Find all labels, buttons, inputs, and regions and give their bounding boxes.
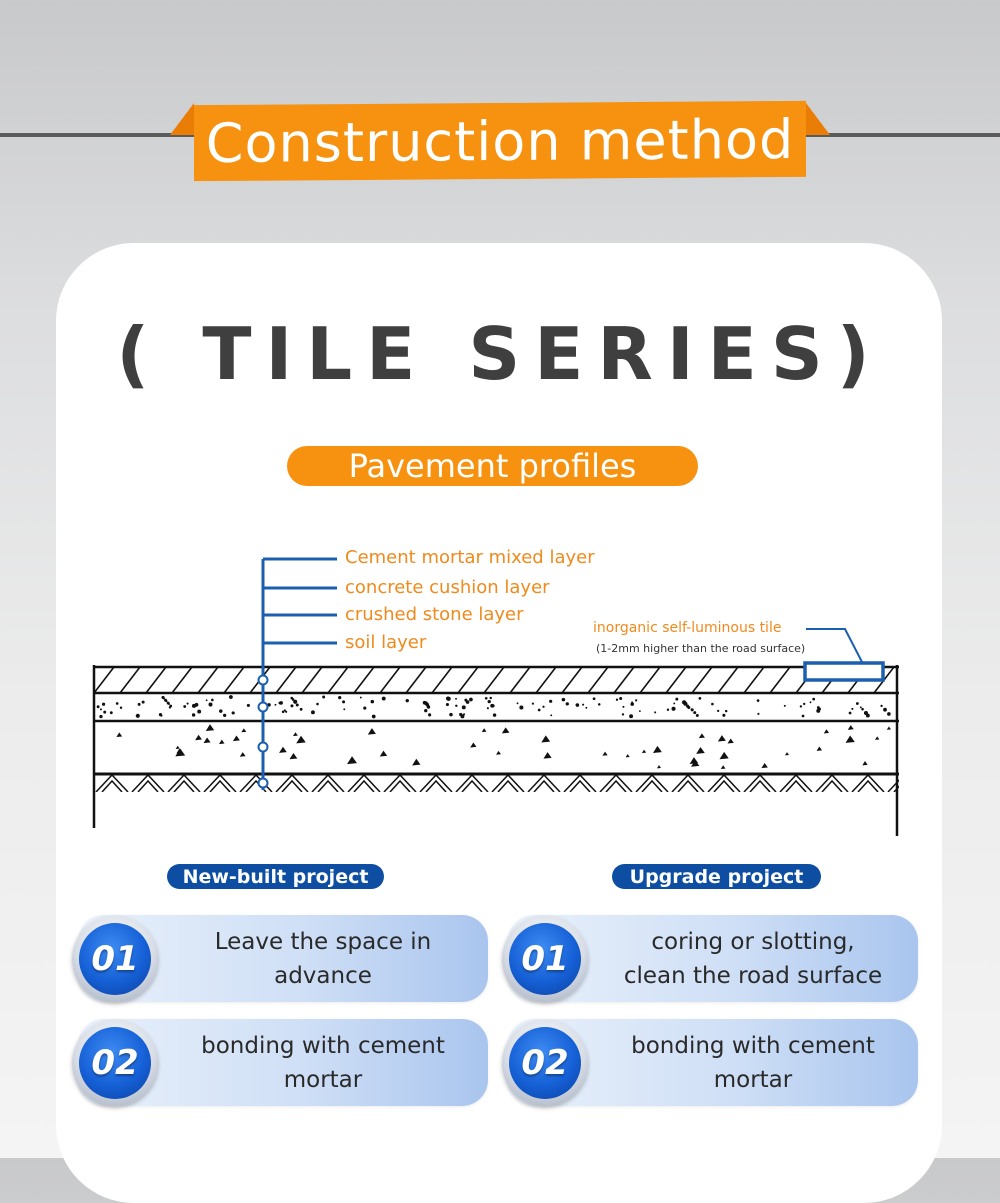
speckle-dot — [120, 707, 122, 709]
speckle-dot — [784, 705, 786, 707]
speckle-dot — [493, 713, 496, 716]
stone — [368, 728, 376, 734]
hatch-line — [614, 667, 634, 693]
speckle-dot — [229, 695, 233, 699]
speckle-dot — [168, 703, 170, 705]
speckle-dot — [160, 714, 162, 716]
layer-label-stone: crushed stone layer — [345, 604, 524, 625]
soil-chevron — [384, 775, 416, 792]
soil-chevron — [780, 775, 812, 792]
hatch-line — [536, 667, 556, 693]
speckle-dot — [860, 706, 862, 708]
stone — [543, 752, 551, 759]
hatch-line — [588, 667, 608, 693]
speckle-dot — [372, 715, 376, 719]
soil-chevron — [852, 775, 884, 792]
hatch-line — [458, 667, 478, 693]
speckle-dot — [699, 697, 702, 700]
concrete-speckles — [97, 695, 891, 718]
speckle-dot — [424, 709, 427, 712]
step-text: bonding with cement mortar — [631, 1032, 875, 1093]
layer-label-mortar: Cement mortar mixed layer — [345, 547, 595, 568]
speckle-dot — [455, 698, 457, 700]
speckle-dot — [360, 697, 362, 699]
speckle-dot — [630, 702, 634, 706]
hatch-line — [744, 667, 764, 693]
speckle-dot — [485, 697, 488, 700]
speckle-dot — [619, 697, 622, 700]
tile-note: (1-2mm higher than the road surface) — [596, 642, 806, 655]
speckle-dot — [492, 704, 495, 707]
soil-chevron — [672, 775, 704, 792]
soil-chevron — [888, 775, 920, 792]
step-text: coring or slotting, clean the road surface — [623, 928, 883, 989]
soil-chevron — [528, 775, 560, 792]
speckle-dot — [566, 702, 569, 705]
hatch-line — [510, 667, 530, 693]
speckle-dot — [211, 699, 214, 702]
speckle-dot — [223, 714, 226, 717]
speckle-dot — [169, 706, 171, 708]
speckle-dot — [582, 704, 584, 706]
speckle-dot — [864, 711, 868, 715]
speckle-dot — [550, 714, 552, 716]
page-title: Construction method — [205, 107, 795, 175]
luminous-tile — [805, 663, 883, 680]
stone — [296, 736, 306, 744]
stone — [541, 735, 550, 742]
speckle-dot — [103, 711, 106, 714]
speckle-dot — [165, 700, 167, 702]
stone — [728, 738, 734, 743]
hatch-line — [432, 667, 452, 693]
step-number-badge — [502, 1020, 588, 1106]
callout-marker-1 — [259, 676, 268, 685]
speckle-dot — [757, 699, 760, 702]
speckle-dot — [116, 702, 119, 705]
soil-chevron — [204, 775, 236, 792]
callout-marker-4 — [259, 779, 268, 788]
speckle-dot — [812, 698, 815, 701]
speckle-dot — [343, 708, 345, 710]
hatch-line — [926, 667, 946, 693]
stone — [761, 763, 767, 768]
speckle-dot — [183, 705, 186, 708]
speckle-dot — [849, 712, 852, 715]
speckle-dot — [97, 705, 100, 708]
speckle-dot — [282, 711, 285, 714]
speckle-dot — [598, 703, 601, 706]
callout-marker-2 — [259, 703, 268, 712]
speckle-dot — [219, 709, 222, 712]
speckle-dot — [488, 700, 491, 703]
speckle-dot — [463, 713, 465, 715]
stone — [699, 733, 705, 738]
step-text: bonding with cement mortar — [201, 1032, 445, 1093]
speckle-dot — [290, 704, 293, 707]
speckle-dot — [639, 710, 641, 712]
profiles-badge: Pavement profiles — [287, 446, 698, 486]
speckle-dot — [296, 704, 299, 707]
speckle-dot — [629, 714, 633, 718]
speckle-dot — [585, 707, 587, 709]
speckle-dot — [371, 700, 375, 704]
speckle-dot — [803, 703, 805, 705]
speckle-dot — [322, 696, 325, 699]
hatch-line — [406, 667, 426, 693]
soil-chevron — [456, 775, 488, 792]
hatch-line — [640, 667, 660, 693]
speckle-dot — [342, 700, 345, 703]
stone — [279, 747, 287, 753]
stone — [380, 751, 387, 757]
speckle-dot — [279, 702, 282, 705]
soil-chevron — [96, 775, 128, 792]
stone — [848, 725, 854, 730]
speckle-dot — [856, 702, 859, 705]
stone — [719, 752, 728, 759]
step-number-badge — [72, 916, 158, 1002]
stone — [862, 761, 867, 765]
speckle-dot — [538, 709, 541, 712]
soil-chevron — [492, 775, 524, 792]
speckle-dot — [722, 714, 725, 717]
hatch-line — [380, 667, 400, 693]
speckle-dot — [549, 700, 552, 703]
new-built-project-badge: New-built project — [167, 864, 384, 889]
hatch-line — [146, 667, 166, 693]
speckle-dot — [100, 708, 102, 710]
speckle-dot — [466, 700, 470, 704]
stone — [482, 728, 487, 732]
speckle-dot — [687, 706, 690, 709]
hatch-line — [224, 667, 244, 693]
speckle-dot — [622, 706, 624, 708]
step-number-badge — [502, 916, 588, 1002]
stone — [718, 735, 726, 741]
stone — [875, 736, 879, 739]
hatch-line — [172, 667, 192, 693]
hatch-line — [198, 667, 218, 693]
speckle-dot — [102, 703, 105, 706]
stone — [653, 746, 662, 753]
speckle-dot — [671, 707, 675, 711]
speckle-dot — [593, 697, 596, 700]
title-ribbon-fold-right — [806, 103, 830, 135]
step-text: Leave the space in advance — [214, 928, 432, 989]
speckle-dot — [446, 703, 449, 706]
stone — [721, 765, 726, 769]
speckle-dot — [425, 703, 429, 707]
hatch-line — [328, 667, 348, 693]
soil-chevron — [132, 775, 164, 792]
speckle-dot — [316, 703, 319, 706]
step-number: 02 — [79, 1027, 151, 1099]
hatch-line — [718, 667, 738, 693]
hatch-line — [562, 667, 582, 693]
speckle-dot — [800, 705, 802, 707]
speckle-dot — [616, 699, 618, 701]
stone — [116, 732, 122, 737]
speckle-dot — [300, 708, 303, 711]
speckle-dot — [884, 709, 886, 711]
speckle-dot — [247, 704, 250, 707]
speckle-dot — [232, 711, 235, 714]
speckle-dot — [487, 707, 489, 709]
stone — [290, 753, 298, 759]
speckle-dot — [285, 711, 287, 713]
soil-chevron — [348, 775, 380, 792]
speckle-dot — [275, 704, 277, 706]
stone — [347, 756, 357, 764]
speckle-dot — [311, 710, 315, 714]
speckle-dot — [635, 699, 637, 701]
stone — [626, 754, 630, 757]
speckle-dot — [455, 705, 457, 707]
stone — [824, 729, 829, 733]
step-number: 01 — [509, 923, 581, 995]
stone — [657, 765, 661, 768]
speckle-dot — [725, 710, 727, 712]
hatch-line — [484, 667, 504, 693]
soil-chevron — [636, 775, 668, 792]
layer-label-concrete: concrete cushion layer — [345, 577, 550, 598]
speckle-dot — [696, 714, 699, 717]
stone — [412, 759, 420, 766]
soil-chevron — [816, 775, 848, 792]
speckle-dot — [851, 708, 853, 710]
speckle-dot — [382, 697, 386, 701]
speckle-dot — [462, 705, 466, 709]
stone — [846, 735, 855, 742]
hatch-line — [692, 667, 712, 693]
speckle-dot — [519, 706, 523, 710]
speckle-dot — [711, 703, 714, 706]
stone — [502, 727, 510, 733]
speckle-dot — [693, 711, 696, 714]
stone — [496, 751, 501, 755]
speckle-dot — [717, 710, 719, 712]
soil-chevron — [420, 775, 452, 792]
speckle-dot — [816, 709, 820, 713]
speckle-dot — [490, 697, 492, 699]
stone — [175, 749, 185, 757]
stone — [241, 728, 246, 732]
stone — [240, 752, 246, 757]
soil-chevron — [276, 775, 308, 792]
speckle-dot — [206, 699, 208, 701]
stone — [887, 726, 891, 729]
speckle-dot — [197, 710, 201, 714]
speckle-dot — [675, 698, 678, 701]
soil-chevron — [744, 775, 776, 792]
speckle-dot — [187, 703, 189, 705]
speckle-dot — [99, 715, 102, 718]
speckle-dot — [622, 713, 624, 715]
speckle-dot — [449, 713, 453, 717]
speckle-dot — [517, 702, 519, 704]
layer-label-soil: soil layer — [345, 632, 427, 653]
step-number: 02 — [509, 1027, 581, 1099]
speckle-dot — [428, 713, 431, 716]
speckle-dot — [576, 703, 580, 707]
speckle-dot — [110, 711, 113, 714]
speckle-dot — [542, 706, 544, 708]
hatch-line — [302, 667, 322, 693]
step-number-badge — [72, 1020, 158, 1106]
speckle-dot — [673, 702, 675, 704]
speckle-dot — [667, 709, 669, 711]
hatch-line — [770, 667, 790, 693]
stone — [195, 735, 202, 740]
speckle-dot — [142, 701, 145, 704]
speckle-dot — [887, 712, 891, 716]
stone — [176, 746, 180, 749]
stone — [817, 747, 822, 751]
stone — [470, 742, 476, 747]
hatch-line — [276, 667, 296, 693]
stone — [642, 750, 646, 753]
crushed-stones — [116, 724, 891, 769]
stone — [785, 752, 789, 755]
speckle-dot — [802, 715, 805, 718]
speckle-dot — [562, 698, 566, 702]
speckle-dot — [861, 708, 864, 711]
stone — [602, 752, 607, 756]
hatch-line — [900, 667, 920, 693]
speckle-dot — [654, 711, 656, 713]
tile-callout-line — [806, 629, 862, 662]
stone — [293, 732, 298, 736]
speckle-dot — [195, 703, 199, 707]
soil-chevron — [564, 775, 596, 792]
hatch-line — [354, 667, 374, 693]
upgrade-project-badge: Upgrade project — [612, 864, 821, 889]
stone — [233, 736, 240, 742]
speckle-dot — [469, 698, 473, 702]
stone — [204, 737, 211, 743]
speckle-dot — [810, 701, 812, 703]
speckle-dot — [136, 714, 140, 718]
speckle-dot — [406, 699, 409, 702]
hatch-line — [94, 667, 114, 693]
speckle-dot — [880, 705, 882, 707]
soil-chevron — [312, 775, 344, 792]
stone — [219, 740, 225, 744]
speckle-dot — [138, 703, 141, 706]
speckle-dot — [363, 707, 366, 710]
speckle-dot — [757, 713, 759, 715]
speckle-dot — [192, 713, 195, 716]
step-number: 01 — [79, 923, 151, 995]
speckle-dot — [338, 696, 341, 699]
speckle-dot — [293, 700, 297, 704]
tile-label: inorganic self-luminous tile — [593, 620, 782, 636]
soil-chevron — [168, 775, 200, 792]
title-banner — [194, 101, 806, 181]
series-title: ( TILE SERIES) — [116, 312, 884, 396]
speckle-dot — [532, 703, 534, 705]
callout-marker-3 — [259, 743, 268, 752]
title-ribbon-fold-left — [170, 103, 194, 135]
hatch-line — [120, 667, 140, 693]
stone — [206, 724, 214, 731]
soil-chevron — [600, 775, 632, 792]
stone — [696, 747, 705, 754]
soil-chevron — [708, 775, 740, 792]
speckle-dot — [208, 703, 212, 707]
hatch-line — [666, 667, 686, 693]
speckle-dot — [446, 696, 450, 700]
soil-hatching — [96, 775, 920, 792]
speckle-dot — [691, 708, 694, 711]
